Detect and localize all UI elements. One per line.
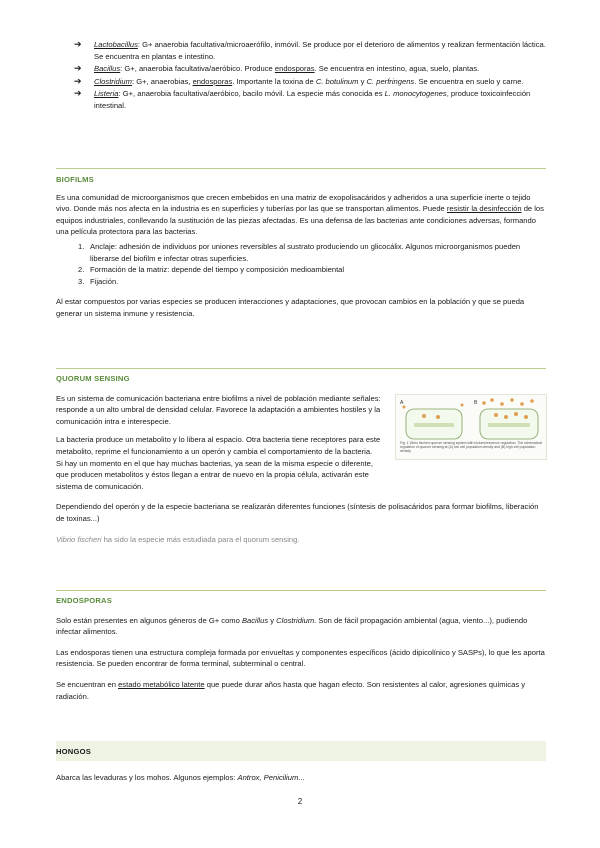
- list-item: 1. Anclaje: adhesión de individuos por uniones reversibles al sustrato produciendo un glicocálix. Algunos microorganismos pueden liberarse del biofilm e infectar otras superficies.: [78, 241, 521, 263]
- paragraph: Es un sistema de comunicación bacteriana entre biofilms a nivel de población mediante señales: responde a un alto umbral de densidad celular. Favorece la adaptación a ambientes hostiles y la comunicación intra e interespecie.: [56, 393, 381, 426]
- section-biofilms: [56, 168, 546, 320]
- list-item: 2. Formación de la matriz: depende del tiempo y composición medioambiental: [78, 265, 345, 275]
- section-heading: HONGOS: [56, 747, 91, 756]
- list-item: 3. Fijación.: [78, 276, 119, 286]
- section-hongos: [56, 772, 546, 784]
- quorum-sensing-figure: [395, 394, 547, 460]
- section-heading: BIOFILMS: [56, 175, 94, 184]
- cell-b: [480, 398, 538, 439]
- paragraph: Se encuentran en estado metabólico latente que puede durar años hasta que hagan efecto. Son resistentes al calor, agresiones químicas y radiación.: [56, 679, 526, 701]
- cell-a: [403, 404, 464, 440]
- arrow-right-icon: ➔: [74, 88, 82, 99]
- paragraph: Vibrio fischeri ha sido la especie más estudiada para el quorum sensing.: [56, 534, 300, 544]
- arrow-right-icon: ➔: [74, 75, 82, 86]
- list-item-lactobacillus: ➔ Lactobacillus: G+ anaerobia facultativa/microaerófilo, inmóvil. Se produce por el deterioro de alimentos y realizan fermentación láctica. Se encuentra en plantas e intestino.: [74, 39, 546, 61]
- svg-text:B: B: [474, 400, 478, 406]
- section-endosporas: [56, 590, 546, 702]
- section-heading: QUORUM SENSING: [56, 374, 130, 383]
- figure-caption: Fig. 1 Vibrio fischeri quorum sensing system with bioluminescence regulation. The schematical regulation of quorum sensing at (A) low cell population density and (B) high cell population density.: [400, 441, 542, 454]
- numbered-list: [56, 241, 546, 287]
- svg-text:A: A: [400, 400, 404, 406]
- section-hongos-header: [56, 741, 546, 761]
- paragraph: Es una comunidad de microorganismos que crecen embebidos en una matriz de exopolisacáridos y adheridos a una superficie inerte o tejido vivo. Donde más nos afecta en la industria es en superficies y tuberías por las que se transportan alimentos. Puede resistir la desinfección de los equipos industriales, conllevando la sustitución de las piezas afectadas. Es una defensa de las bacterias ante condiciones adversas, formando una película protectora para las bacterias.: [56, 192, 544, 237]
- page-number: 2: [297, 797, 303, 806]
- arrow-right-icon: ➔: [74, 39, 82, 49]
- paragraph: Dependiendo del operón y de la especie bacteriana se realizarán diferentes funciones (síntesis de polisacáridos para formar biofilms, liberación de toxinas...): [56, 502, 539, 523]
- paragraph: Abarca las levaduras y los mohos. Algunos ejemplos: Antrox, Penicilium...: [56, 773, 305, 782]
- list-item-clostridium: ➔ Clostridium: G+, anaerobias, endosporas. Importante la toxina de C. botulinum y C. perfringens. Se encuentra en suelo y carne.: [74, 75, 524, 86]
- paragraph: La bacteria produce un metabolito y lo libera al espacio. Otra bacteria tiene receptores para este metabolito, reprime el funcionamiento a un operón y cambia el comportamiento de la bacteria. Si hay un momento en el que hay muchas bacterias, ya sean de la misma especie o diferente, que producen metabolitos y éstos llegan a entrar de nuevo en la propia célula, activarán este sistema de comunicación.: [56, 435, 381, 491]
- arrow-right-icon: ➔: [74, 63, 82, 74]
- paragraph: Solo están presentes en algunos géneros de G+ como Bacillus y Clostridium. Son de fácil propagación ambiental (agua, viento...), pudiendo infectar alimentos.: [56, 615, 528, 637]
- list-item-bacillus: ➔ Bacillus: G+, anaerobia facultativa/aeróbico. Produce endosporas. Se encuentra en intestino, agua, suelo, plantas.: [74, 63, 480, 74]
- list-item-listeria: ➔ Listeria: G+, anaerobia facultativa/aeróbico, bacilo móvil. La especie más conocida es L. monocytogenes, produce toxicoinfección intestinal.: [74, 88, 531, 110]
- section-heading: ENDOSPORAS: [56, 596, 113, 605]
- paragraph: Las endosporas tienen una estructura compleja formada por envueltas y componentes específicos (ácido dipicolínico y SASPs), lo que les aporta resistencia. Se pueden encontrar de forma terminal, subterminal o central.: [56, 647, 545, 669]
- paragraph: Al estar compuestos por varias especies se producen interacciones y adaptaciones, que provocan cambios en la población y que se pueda generar un sistema inmune y resistencia.: [56, 297, 525, 318]
- bacteria-list: [68, 39, 548, 113]
